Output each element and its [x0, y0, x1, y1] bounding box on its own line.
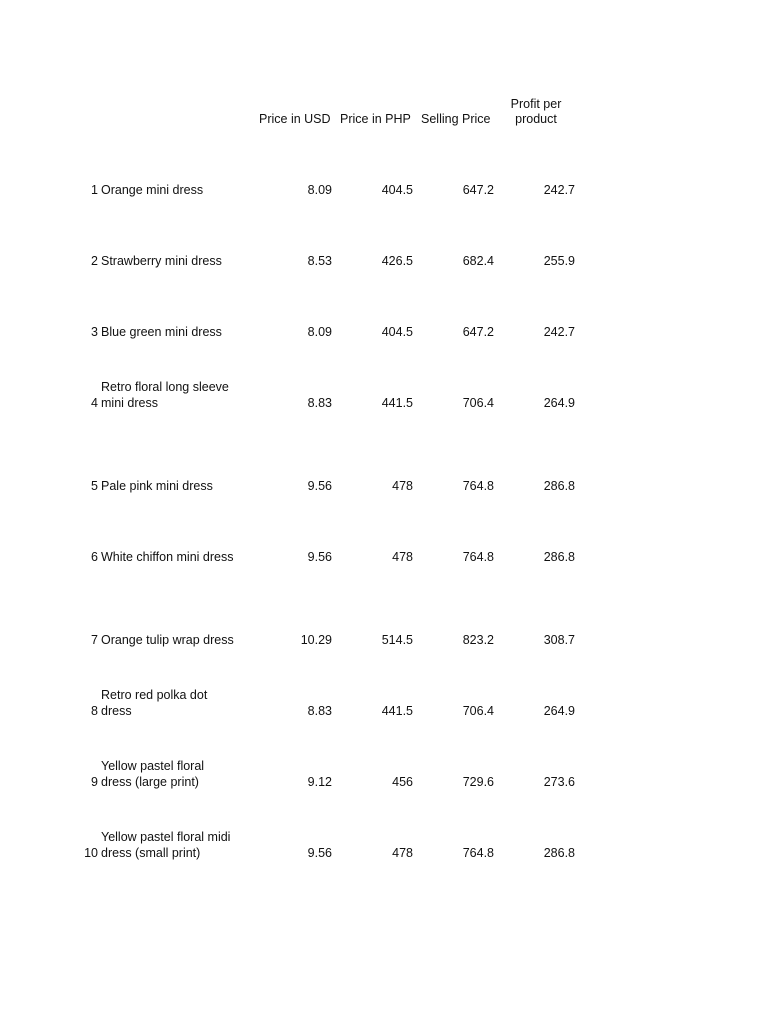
profit-cell: 242.7 — [543, 325, 575, 339]
table-row — [0, 759, 768, 814]
profit-cell: 286.8 — [543, 846, 575, 860]
table-row — [0, 478, 768, 518]
selling-price-cell: 706.4 — [462, 396, 494, 410]
row-number: 9 — [91, 775, 98, 789]
product-name-line1: Yellow pastel floral midi — [101, 830, 231, 844]
selling-price-cell: 823.2 — [462, 633, 494, 647]
row-number: 3 — [91, 325, 98, 339]
price-usd-cell: 8.09 — [307, 183, 332, 197]
row-number: 4 — [91, 396, 98, 410]
product-name: Orange tulip wrap dress — [101, 633, 234, 647]
header-price-usd: Price in USD — [259, 112, 331, 126]
header-price-php: Price in PHP — [340, 112, 411, 126]
table-row — [0, 253, 768, 293]
profit-cell: 242.7 — [543, 183, 575, 197]
price-usd-cell: 9.56 — [307, 479, 332, 493]
product-name: Orange mini dress — [101, 183, 204, 197]
product-name: Blue green mini dress — [101, 325, 222, 339]
product-name-line2: dress (large print) — [101, 775, 199, 789]
product-name: White chiffon mini dress — [101, 550, 234, 564]
row-number: 5 — [91, 479, 98, 493]
row-number: 8 — [91, 704, 98, 718]
profit-cell: 286.8 — [543, 479, 575, 493]
price-usd-cell: 9.56 — [307, 550, 332, 564]
profit-cell: 308.7 — [543, 633, 575, 647]
profit-cell: 255.9 — [543, 254, 575, 268]
price-php-cell: 426.5 — [381, 254, 413, 268]
price-usd-cell: 8.09 — [307, 325, 332, 339]
price-usd-cell: 9.56 — [307, 846, 332, 860]
product-name-line2: dress (small print) — [101, 846, 201, 860]
selling-price-cell: 764.8 — [462, 846, 494, 860]
price-php-cell: 478 — [392, 479, 413, 493]
product-name: Strawberry mini dress — [101, 254, 222, 268]
selling-price-cell: 729.6 — [462, 775, 494, 789]
price-php-cell: 514.5 — [381, 633, 413, 647]
price-usd-cell: 9.12 — [307, 775, 332, 789]
header-profit-per-product: Profit per product — [510, 97, 562, 126]
row-number: 6 — [91, 550, 98, 564]
price-usd-cell: 8.83 — [307, 704, 332, 718]
row-number: 2 — [91, 254, 98, 268]
product-name-line1: Yellow pastel floral — [101, 759, 205, 773]
product-name-line2: dress — [101, 704, 132, 718]
profit-cell: 273.6 — [543, 775, 575, 789]
price-usd-cell: 8.83 — [307, 396, 332, 410]
profit-cell: 286.8 — [543, 550, 575, 564]
header-selling-price: Selling Price — [421, 112, 491, 126]
table-row — [0, 632, 768, 672]
price-php-cell: 478 — [392, 846, 413, 860]
selling-price-cell: 764.8 — [462, 479, 494, 493]
price-php-cell: 441.5 — [381, 396, 413, 410]
table-row — [0, 688, 768, 743]
product-name-line1: Retro floral long sleeve — [101, 380, 229, 394]
selling-price-cell: 764.8 — [462, 550, 494, 564]
row-number: 1 — [91, 183, 98, 197]
product-name-line2: mini dress — [101, 396, 158, 410]
table-row — [0, 182, 768, 222]
price-php-cell: 404.5 — [381, 325, 413, 339]
product-name: Pale pink mini dress — [101, 479, 213, 493]
selling-price-cell: 647.2 — [462, 183, 494, 197]
selling-price-cell: 647.2 — [462, 325, 494, 339]
price-php-cell: 456 — [392, 775, 413, 789]
price-php-cell: 478 — [392, 550, 413, 564]
profit-cell: 264.9 — [543, 704, 575, 718]
price-usd-cell: 8.53 — [307, 254, 332, 268]
price-php-cell: 441.5 — [381, 704, 413, 718]
price-usd-cell: 10.29 — [300, 633, 332, 647]
selling-price-cell: 682.4 — [462, 254, 494, 268]
product-name-line1: Retro red polka dot — [101, 688, 208, 702]
row-number: 10 — [84, 846, 98, 860]
table-row — [0, 830, 768, 885]
selling-price-cell: 706.4 — [462, 704, 494, 718]
price-php-cell: 404.5 — [381, 183, 413, 197]
table-row — [0, 380, 768, 435]
table-row — [0, 549, 768, 589]
profit-cell: 264.9 — [543, 396, 575, 410]
table-row — [0, 324, 768, 364]
row-number: 7 — [91, 633, 98, 647]
